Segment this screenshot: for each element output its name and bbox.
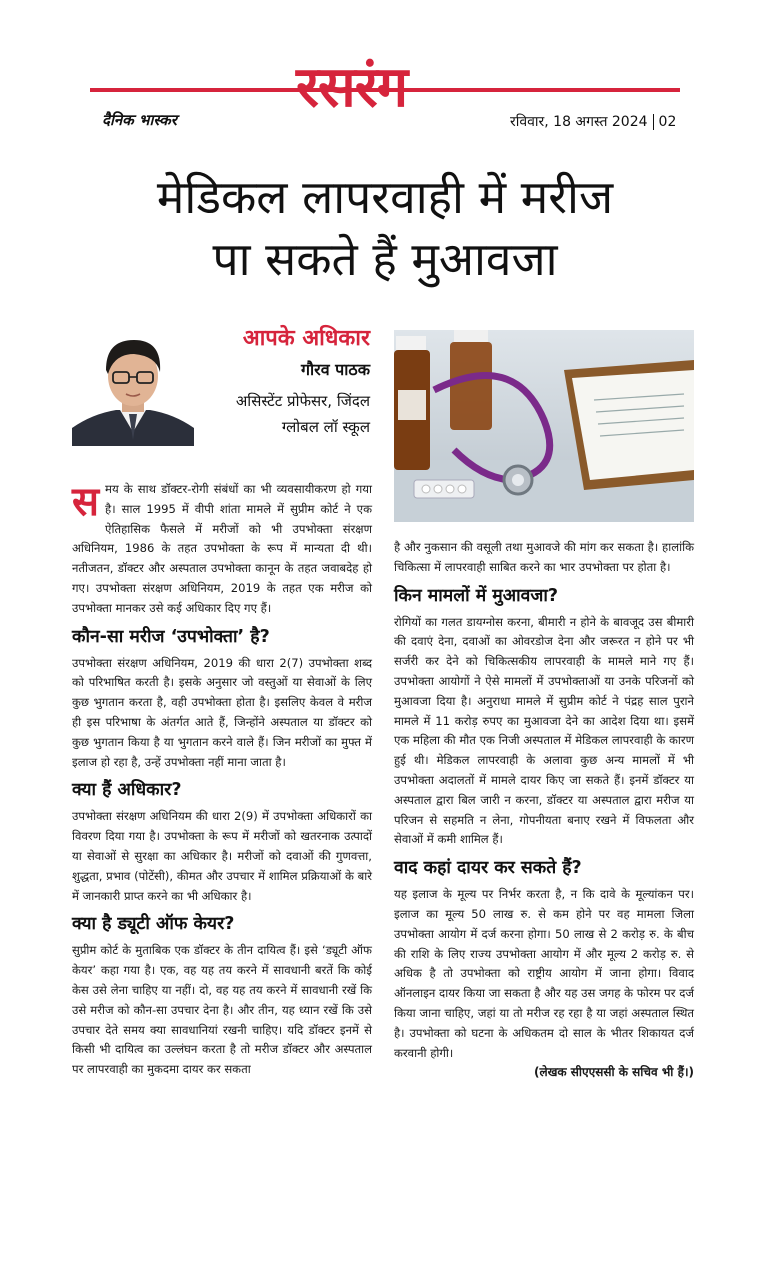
stethoscope-medicine-icon [394,330,694,522]
article-column-right [394,538,694,1083]
dropcap: स [72,479,100,525]
designation-line-1: असिस्टेंट प्रोफेसर, जिंदल [235,392,370,410]
author-designation [190,388,370,440]
author-portrait-icon [72,328,194,446]
hero-photo [394,330,694,522]
page-number: 02 [658,114,677,130]
intro-paragraph [72,480,372,619]
headline-line-2: पा सकते हैं मुआवजा [212,232,558,286]
paper-name: दैनिक भास्कर [102,111,177,129]
section-name: रसरंग [296,55,408,120]
column-title: आपके अधिकार [242,326,370,351]
intro-text: मय के साथ डॉक्टर-रोगी संबंधों का भी व्यवसायीकरण हो गया है। साल 1995 में वीपी शांता मामले में सुप्रीम कोर्ट ने एक ऐतिहासिक फैसले में मरीजों को भी उपभोक्ता संरक्षण अधिनियम, 1986 के तहत उपभोक्ता के रूप में मान्यता दी थी। नतीजतन, डॉक्टर और अस्पताल उपभोक्ता कानून के तहत जवाबदेह हो गए। उपभोक्ता संरक्षण अधिनियम, 2019 के तहत एक मरीज को उपभोक्ता मानकर उसे कई अधिकार दिए गए हैं। [72,482,372,615]
section-body-consumer: उपभोक्ता संरक्षण अधिनियम, 2019 की धारा 2(7) उपभोक्ता शब्द को परिभाषित करती है। इसके अनुसार जो वस्तुओं या सेवाओं के लिए कुछ भुगतान करता है, वही उपभोक्ता होता है। इसलिए केवल वे मरीज ही इस परिभाषा के अंतर्गत आते हैं, जिन्होंने अस्पताल या डॉक्टर को कुछ भुगतान किया है या भुगतान करने वाले हैं। जिन मरीजों का मुफ्त में इलाज हो रहा है, उन्हें उपभोक्ता नहीं माना जाता है। [72,655,372,769]
author-name: गौरव पाठक [301,360,370,379]
headline [40,166,730,290]
section-body-compensation: रोगियों का गलत डायग्नोस करना, बीमारी न होने के बावजूद उस बीमारी की दवाएं देना, दवाओं का ओवरडोज देना और जरूरत न होने पर भी सर्जरी कर देने को चिकित्सकीय लापरवाही के मामले माने गए हैं। उपभोक्ता आयोगों ने ऐसे मामलों में उपभोक्ताओं या उनके परिजनों को मुआवजा दिया है। अनुराधा मामले में सुप्रीम कोर्ट ने पंद्रह साल पुराने मामले में 11 करोड़ रुपए का मुआवजा देने का आदेश दिया था। इसमें एक महिला की मौत एक निजी अस्पताल में मेडिकल लापरवाही के कारण हुई थी। मेडिकल लापरवाही के अलावा कुछ अन्य मामलों में भी उपभोक्ता अदालतों में मामले दायर किए जा सकते हैं। इनमें डॉक्टर या अस्पताल द्वारा बिल जारी न करना, डॉक्टर या अस्पताल द्वारा मरीज या परिजन से सहमति न लेना, गोपनीयता बनाए रखने में विफलता और सेवाओं में कमी शामिल हैं। [394,614,694,847]
issue-date: रविवार, 18 अगस्त 2024 [510,114,648,130]
date-line [510,112,676,131]
author-credit: (लेखक सीएएससी के सचिव भी हैं।) [533,1065,694,1080]
continued-paragraph: है और नुकसान की वसूली तथा मुआवजे की मांग कर सकता है। हालांकि चिकित्सा में लापरवाही साबित करने का भार उपभोक्ता पर होता है। [394,540,694,574]
section-heading-where-to-file: वाद कहां दायर कर सकते हैं? [394,858,582,879]
section-body-rights: उपभोक्ता संरक्षण अधिनियम की धारा 2(9) में उपभोक्ता अधिकारों का विवरण दिया गया है। उपभोक्ता के रूप में मरीजों को खतरनाक उत्पादों या सेवाओं से सुरक्षा का अधिकार है। मरीजों को दवाओं की गुणवत्ता, शुद्धता, प्रभाव (पोटेंसी), कीमत और उपचार में शामिल प्रक्रियाओं के बारे में जानकारी प्राप्त करने का भी अधिकार है। [72,809,372,903]
article-column-left [72,480,372,1080]
section-heading-duty-of-care: क्या है ड्यूटी ऑफ केयर? [72,914,235,935]
section-heading-compensation: किन मामलों में मुआवजा? [394,585,559,606]
date-separator [653,114,654,130]
headline-line-1: मेडिकल लापरवाही में मरीज [156,170,614,224]
section-body-where-to-file: यह इलाज के मूल्य पर निर्भर करता है, न कि दावे के मूल्यांकन पर। इलाज का मूल्य 50 लाख रु. से कम होने पर वह मामला जिला उपभोक्ता आयोग में दर्ज करना होगा। 50 लाख से 2 करोड़ रु. के बीच की राशि के लिए राज्य उपभोक्ता आयोग में और मूल्य 2 करोड़ रु. से अधिक है तो उपभोक्ता को राष्ट्रीय आयोग में जाना होगा। विवाद ऑनलाइन दायर किया जा सकता है और यह उस जगह के फोरम पर दर्ज किया जाना चाहिए, जहां या तो मरीज रह रहा है या जहां अस्पताल स्थित है। उपभोक्ता को घटना के अधिकतम दो साल के भीतर शिकायत दर्ज करवानी होगी। [394,887,694,1060]
section-heading-rights: क्या हैं अधिकार? [72,780,182,801]
author-photo [72,328,194,446]
designation-line-2: ग्लोबल लॉ स्कूल [281,418,370,436]
section-body-duty-of-care: सुप्रीम कोर्ट के मुताबिक एक डॉक्टर के तीन दायित्व हैं। इसे ‘ड्यूटी ऑफ केयर’ कहा गया है। एक, वह यह तय करने में सावधानी बरतें कि कोई केस उसे लेना चाहिए या नहीं। दो, वह यह तय करने में सावधानी रखें कि उसे मरीज को कौन-सा उपचार देना है। और तीन, यह ध्यान रखें कि उसे उपचार देते समय क्या सावधानियां रखनी चाहिए। यदि डॉक्टर इनमें से किसी भी दायित्व का उल्लंघन करता है तो मरीज डॉक्टर और अस्पताल पर लापरवाही का मुकदमा दायर कर सकता [72,943,372,1077]
section-heading-consumer: कौन-सा मरीज ‘उपभोक्ता’ है? [72,626,270,647]
